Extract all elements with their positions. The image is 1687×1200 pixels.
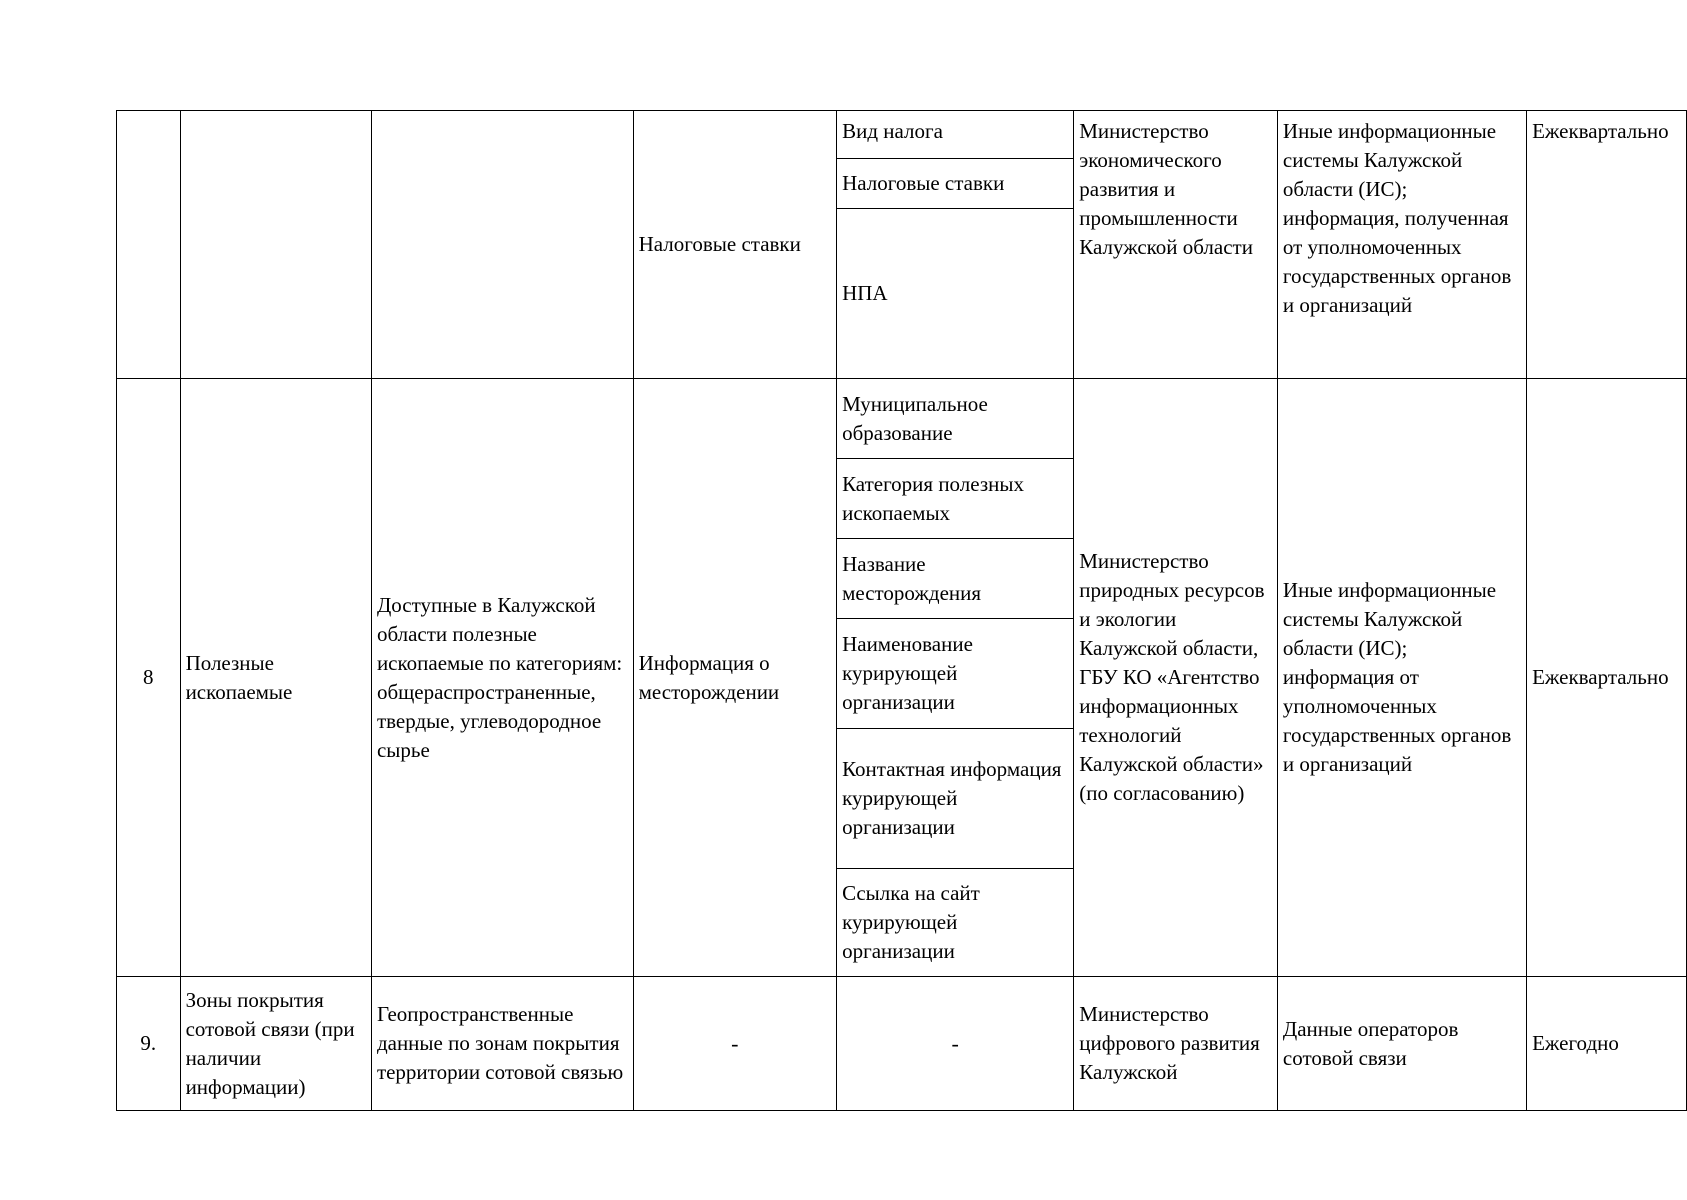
data-table: [116, 110, 1687, 1111]
period-cell: Ежеквартально: [1527, 111, 1687, 379]
row-description-cell: Геопространственные данные по зонам покрытия территории сотовой связью: [371, 977, 633, 1111]
attribute-cell: Наименование курирующей организации: [837, 619, 1074, 729]
table-row: [117, 111, 1687, 159]
row-name-cell: Зоны покрытия сотовой связи (при наличии информации): [180, 977, 371, 1111]
system-cell: Данные операторов сотовой связи: [1277, 977, 1526, 1111]
system-cell: Иные информационные системы Калужской области (ИС); информация от уполномоченных государственных органов и организаций: [1277, 379, 1526, 977]
info-cell: Информация о месторождении: [633, 379, 836, 977]
row-description-cell: Доступные в Калужской области полезные ископаемые по категориям: общераспространенные, твердые, углеводородное сырье: [371, 379, 633, 977]
info-cell: -: [633, 977, 836, 1111]
source-cell: Министерство природных ресурсов и экологии Калужской области, ГБУ КО «Агентство информационных технологий Калужской области» (по согласованию): [1074, 379, 1278, 977]
document-page: [116, 110, 1687, 1111]
system-cell: Иные информационные системы Калужской области (ИС); информация, полученная от уполномоченных государственных органов и организаций: [1277, 111, 1526, 379]
row-name-cell: [180, 111, 371, 379]
attribute-cell: Название месторождения: [837, 539, 1074, 619]
period-cell: Ежеквартально: [1527, 379, 1687, 977]
attribute-cell: Налоговые ставки: [837, 159, 1074, 209]
info-cell: Налоговые ставки: [633, 111, 836, 379]
attribute-cell: -: [837, 977, 1074, 1111]
source-cell: Министерство цифрового развития Калужской: [1074, 977, 1278, 1111]
row-number-cell: 9.: [117, 977, 181, 1111]
row-number-cell: [117, 111, 181, 379]
table-row: [117, 977, 1687, 1111]
table-row: [117, 379, 1687, 459]
attribute-cell: Ссылка на сайт курирующей организации: [837, 869, 1074, 977]
attribute-cell: НПА: [837, 209, 1074, 379]
row-number-cell: 8: [117, 379, 181, 977]
attribute-cell: Контактная информация курирующей организации: [837, 729, 1074, 869]
row-name-cell: Полезные ископаемые: [180, 379, 371, 977]
attribute-cell: Категория полезных ископаемых: [837, 459, 1074, 539]
source-cell: Министерство экономического развития и промышленности Калужской области: [1074, 111, 1278, 379]
row-description-cell: [371, 111, 633, 379]
period-cell: Ежегодно: [1527, 977, 1687, 1111]
attribute-cell: Вид налога: [837, 111, 1074, 159]
attribute-cell: Муниципальное образование: [837, 379, 1074, 459]
